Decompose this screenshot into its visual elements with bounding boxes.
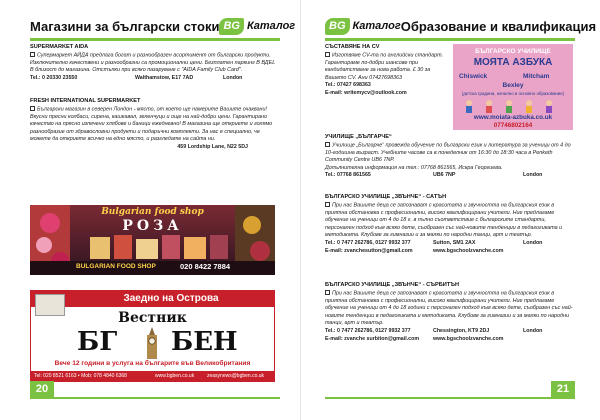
left-footer-rule <box>30 397 280 399</box>
listing-email: E-mail: writemycv@outlook.com <box>325 90 407 97</box>
listing-email: E-mail: zvanchesutton@gmail.com <box>325 247 413 254</box>
ad-bgben-foot-mail: zeasynews@bgben.co.uk <box>207 373 265 379</box>
listing-contact-2 <box>325 248 573 256</box>
listing-zvanche-surbiton <box>325 282 573 343</box>
listing-tel: Tel.: 0 20330 23550 <box>30 74 78 81</box>
left-header <box>30 15 296 37</box>
listing-web[interactable]: www.bgschoolzvanche.com <box>433 335 504 342</box>
listing-city: London <box>223 74 243 81</box>
listing-body: Български магазин в северен Лондон - място, от което ще намерите Вашите очаквани! Вкусни пресни колбаси, сирена, кашкавал, зеленчуци и още на най-добри цени. Гарантирано качество на прясно изпечени хлябове и баници ежедневно! В магазина ще откриете и голямо разнообразие от здравословни продукти и подаръчни комплекти. За нас е специално, че можете да откриете всичко на едно място, и разгледате на сайта ни. <box>30 106 273 143</box>
left-header-rule <box>30 38 280 41</box>
listing-body: Изготвяме CV-та по английски стандарт. Гарантираме по-добри шансове при кандидатстване за нова работа. £ 30 за Вашето CV. Ани 07427698363 <box>325 52 444 81</box>
listing-body: Супермаркет АЙДА предлага богат и разнообразен асортимент от български продукти. Изключително качествени и разнообразни са промоционални цени. Безплатен паркинг В ВДЕL В близост до магазина. Отстъпки при всяко пазаруване с "AIDA Family Club Card". <box>30 52 276 74</box>
listing-address: Chessington, KT9 2DJ <box>433 328 490 335</box>
ad-azbuka-children-art <box>453 99 573 113</box>
listing-tel: Tel.: 0 7477 262786, 0127 9932 377 <box>325 328 411 335</box>
ad-azbuka-line1: БЪЛГАРСКО УЧИЛИЩЕ <box>475 48 551 55</box>
ad-azbuka-loc1: Chiswick <box>459 73 488 80</box>
ad-rosa-phone: 020 8422 7884 <box>180 262 231 271</box>
right-header-rule <box>325 38 575 41</box>
right-page <box>300 0 600 420</box>
page-number-right: 21 <box>551 381 575 397</box>
listing-web[interactable]: www.bgschoolzvanche.com <box>433 247 504 254</box>
listing-extra: Допълнителна информация на тел.: 07768 861565, Искра Георгиева. <box>325 164 503 171</box>
page-number-left: 20 <box>30 381 54 397</box>
ad-bgben-footer <box>31 371 274 382</box>
listing-aida <box>30 44 278 82</box>
listing-address: Sutton, SM1 2AX <box>433 240 476 247</box>
listing-body: При нас Вашите деца се запознават с красотата и звучността на българския език в приятна обстановка с професионални, високо квалифицирани учители. Ние предлагаме обучение на ученици от 4 до 18 години с персонален подход към всяко дете, съобразен със най-новите тенденции в педагогиката и методиката. Клубове за гимназии и за малки по народни танци, арт и театър. <box>325 290 573 327</box>
ad-azbuka-phone: 07746802164 <box>493 122 533 129</box>
ad-azbuka-loc2: Mitcham <box>523 73 550 80</box>
listing-tel: Tel.: 0 7477 262786, 0127 9932 377 <box>325 240 411 247</box>
ad-moyata-azbuka[interactable] <box>453 44 573 130</box>
listing-contact <box>325 240 573 248</box>
ad-azbuka-web: www.moiata-azbuka.co.uk <box>473 114 553 121</box>
checkbox-icon <box>30 52 35 57</box>
ad-azbuka-loc3: Bexley <box>502 82 524 89</box>
left-header-title: Магазини за български стоки <box>30 18 220 34</box>
listing-contact-2 <box>325 336 573 344</box>
checkbox-icon <box>30 106 35 111</box>
checkbox-icon <box>325 202 330 207</box>
listing-address: 459 Lordship Lane, N22 5DJ <box>177 144 248 151</box>
bg-logo-word: Каталог <box>246 20 296 32</box>
bg-logo-word: Каталог <box>352 20 401 32</box>
listing-heading: УЧИЛИЩЕ „БЪЛГАРЧЕ“ <box>325 134 392 140</box>
right-catalog-logo <box>325 18 401 35</box>
listing-cv <box>325 44 449 98</box>
right-header <box>325 15 597 37</box>
listing-contact <box>325 328 573 336</box>
ad-bgben-foot-tel: Tel: 020 8521 6163 • Mob: 078 4840 6368 <box>34 373 127 379</box>
listing-city: London <box>523 240 543 247</box>
left-catalog-logo <box>219 18 295 35</box>
ad-bgben-tagline: Вече 12 години в услуга на българите във Великобритания <box>54 360 251 367</box>
ad-bgben-foot-web: www.bgben.co.uk <box>155 373 195 379</box>
ad-bgben-banner: Заедно на Острова <box>123 293 219 304</box>
listing-heading: БЪЛГАРСКО УЧИЛИЩЕ „ЗВЪНЧЕ“ - САТЪН <box>325 194 447 200</box>
listing-body: Училище „Българче“ провежда обучение по български език и литература за ученици от 4 до 10-годишна възраст. Учебните часове са в понеделник от 16:30 до 18:30 часа в Penketh Community Centre UB6 7NP. <box>325 142 571 164</box>
listing-contact <box>325 172 573 180</box>
big-ben-icon <box>139 327 165 359</box>
ad-azbuka-sub: (детска градина, начално и основно образование) <box>461 91 565 96</box>
ad-azbuka-line2: МОЯТА АЗБУКА <box>473 57 553 68</box>
right-header-title: Образование и квалификация <box>400 18 597 34</box>
listing-body: При нас Вашите деца се запознават с красотата и звучността на българския език в приятна обстановка с професионални, високо квалифицирани учители. Ние предлагаме обучение на ученици от 4 до 18 г. в пълно съответствие с българските стандарти, персонален подход към всяко дете, съобразен със най-новите тенденции в педагогиката и методиката. Клубове за гимназии и за малки по народни танци, арт и театър. <box>325 202 563 239</box>
listing-city: London <box>523 328 543 335</box>
children-icon <box>459 99 567 113</box>
ad-rosa-caption: BULGARIAN FOOD SHOP <box>76 263 156 270</box>
listing-city: London <box>523 172 543 179</box>
ad-rosa-name: РОЗА <box>122 218 183 234</box>
ad-rosa-shop[interactable] <box>30 205 275 275</box>
checkbox-icon <box>325 290 330 295</box>
listing-heading: СЪСТАВЯНЕ НА CV <box>325 44 380 50</box>
listing-heading: SUPERMARKET AIDA <box>30 44 89 50</box>
ad-bgben-big-right: БЕН <box>171 327 238 357</box>
bg-logo-badge: BG <box>219 18 244 35</box>
listing-email: E-mail: zvanche surbiton@gmail.com <box>325 335 420 342</box>
listing-address: UB6 7NP <box>433 172 456 179</box>
ad-rosa-top: Bulgarian food shop <box>101 207 204 217</box>
checkbox-icon <box>325 142 330 147</box>
listing-tel: Tel.: 07427 698363 <box>325 82 371 89</box>
listing-heading: БЪЛГАРСКО УЧИЛИЩЕ „ЗВЪНЧЕ“ - СЪРБИТЪН <box>325 282 460 288</box>
ad-bgben-title: Вестник <box>118 310 187 326</box>
listing-fresh <box>30 98 278 152</box>
listing-balgarche <box>325 134 573 180</box>
ad-bgben-big-left: БГ <box>77 327 118 357</box>
listing-heading: FRESH INTERNATIONAL SUPERMARKET <box>30 98 141 104</box>
listing-tel: Tel.: 07768 861565 <box>325 172 371 179</box>
ad-bg-ben[interactable] <box>30 290 275 382</box>
bg-logo-badge: BG <box>325 18 350 35</box>
right-footer-rule <box>325 397 575 399</box>
checkbox-icon <box>325 52 330 57</box>
listing-contact <box>30 75 278 83</box>
listing-contact <box>30 144 278 152</box>
listing-address: Walthamstow, E17 7AD <box>135 74 194 81</box>
listing-zvanche-sutton <box>325 194 573 255</box>
